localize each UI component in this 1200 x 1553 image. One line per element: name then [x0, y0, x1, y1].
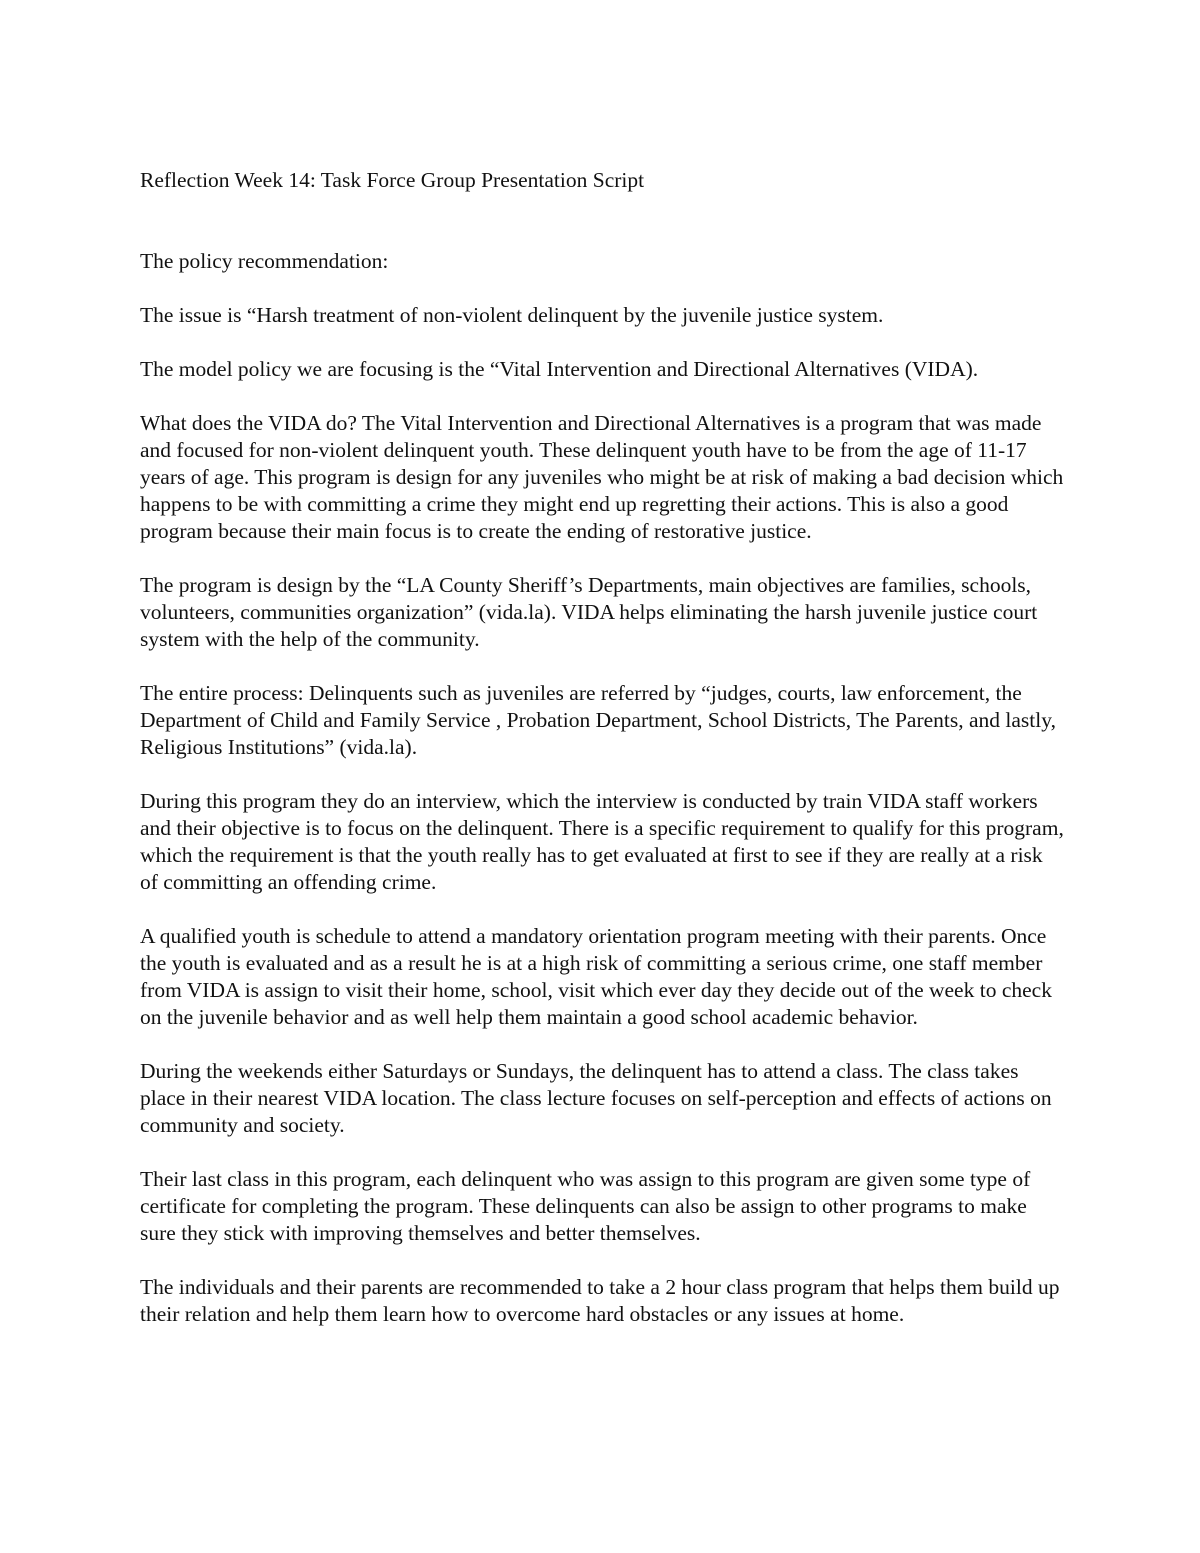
document-page	[140, 167, 1065, 1328]
paragraph-what-vida-does: What does the VIDA do? The Vital Intervention and Directional Alternatives is a program that was made and focused for non-violent delinquent youth. These delinquent youth have to be from the age of 11-17 years of age. This program is design for any juveniles who might be at risk of making a bad decision which happens to be with committing a crime they might end up regretting their actions. This is also a good program because their main focus is to create the ending of restorative justice.	[140, 411, 1064, 543]
paragraph-policy-recommendation: The policy recommendation:	[140, 249, 389, 273]
document-title: Reflection Week 14: Task Force Group Presentation Script	[140, 168, 645, 192]
paragraph-parent-class: The individuals and their parents are recommended to take a 2 hour class program that helps them build up their relation and help them learn how to overcome hard obstacles or any issues at home.	[140, 1275, 1060, 1326]
paragraph-qualified-youth: A qualified youth is schedule to attend a mandatory orientation program meeting with their parents. Once the youth is evaluated and as a result he is at a high risk of committing a serious crime, one staff member from VIDA is assign to visit their home, school, visit which ever day they decide out of the week to check on the juvenile behavior and as well help them maintain a good school academic behavior.	[140, 924, 1052, 1029]
paragraph-program-design: The program is design by the “LA County Sheriff’s Departments, main objectives are families, schools, volunteers, communities organization” (vida.la). VIDA helps eliminating the harsh juvenile justice court system with the help of the community.	[140, 573, 1038, 651]
paragraph-entire-process: The entire process: Delinquents such as juveniles are referred by “judges, courts, law enforcement, the Department of Child and Family Service , Probation Department, School Districts, The Parents, and lastly, Religious Institutions” (vida.la).	[140, 681, 1056, 759]
paragraph-issue: The issue is “Harsh treatment of non-violent delinquent by the juvenile justice system.	[140, 303, 884, 327]
paragraph-weekend-class: During the weekends either Saturdays or Sundays, the delinquent has to attend a class. The class takes place in their nearest VIDA location. The class lecture focuses on self-perception and effects of actions on community and society.	[140, 1059, 1052, 1137]
paragraph-interview: During this program they do an interview, which the interview is conducted by train VIDA staff workers and their objective is to focus on the delinquent. There is a specific requirement to qualify for this program, which the requirement is that the youth really has to get evaluated at first to see if they are really at a risk of committing an offending crime.	[140, 789, 1064, 894]
paragraph-model-policy: The model policy we are focusing is the “Vital Intervention and Directional Alternatives (VIDA).	[140, 357, 979, 381]
paragraph-last-class: Their last class in this program, each delinquent who was assign to this program are given some type of certificate for completing the program. These delinquents can also be assign to other programs to make sure they stick with improving themselves and better themselves.	[140, 1167, 1031, 1245]
